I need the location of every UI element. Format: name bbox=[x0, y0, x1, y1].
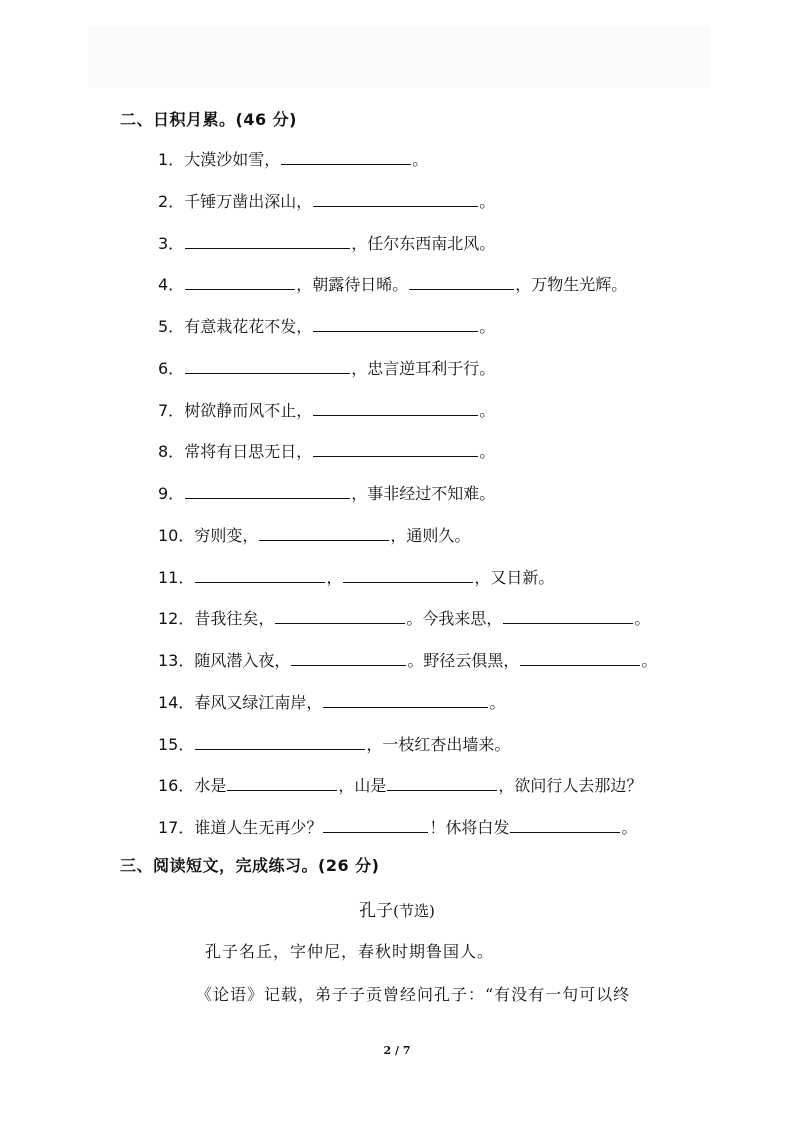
question-number: 2． bbox=[158, 192, 185, 211]
answer-blank[interactable] bbox=[323, 689, 488, 708]
question-number: 11． bbox=[158, 568, 195, 587]
answer-blank[interactable] bbox=[281, 146, 411, 165]
question-2: 2．千锤万凿出深山， 。 bbox=[158, 188, 495, 212]
question-number: 10． bbox=[158, 526, 195, 545]
answer-blank[interactable] bbox=[185, 271, 295, 290]
section-2-title: 二、日积月累。(46 分) bbox=[120, 110, 297, 129]
question-16: 16．水是 ，山是 ，欲问行人去那边？ bbox=[158, 772, 642, 796]
question-number: 8． bbox=[158, 442, 185, 461]
answer-blank[interactable] bbox=[387, 772, 497, 791]
question-4: 4． ，朝露待日晞。 ，万物生光辉。 bbox=[158, 271, 627, 295]
answer-blank[interactable] bbox=[313, 397, 478, 416]
question-8: 8．常将有日思无日， 。 bbox=[158, 438, 495, 462]
question-15: 15． ，一枝红杏出墙来。 bbox=[158, 731, 510, 755]
section-3-title: 三、阅读短文，完成练习。(26 分) bbox=[120, 856, 380, 875]
answer-blank[interactable] bbox=[520, 647, 640, 666]
question-number: 12． bbox=[158, 609, 195, 628]
question-number: 9． bbox=[158, 484, 185, 503]
answer-blank[interactable] bbox=[227, 772, 337, 791]
question-number: 3． bbox=[158, 234, 185, 253]
question-14: 14．春风又绿江南岸， 。 bbox=[158, 689, 505, 713]
answer-blank[interactable] bbox=[313, 188, 478, 207]
question-number: 13． bbox=[158, 651, 195, 670]
question-number: 14． bbox=[158, 693, 195, 712]
answer-blank[interactable] bbox=[409, 271, 514, 290]
question-7: 7．树欲静而风不止， 。 bbox=[158, 397, 495, 421]
page-number: 2 / 7 bbox=[383, 1044, 411, 1057]
question-3: 3． ，任尔东西南北风。 bbox=[158, 230, 495, 254]
question-13: 13．随风潜入夜， 。野径云俱黑， 。 bbox=[158, 647, 657, 671]
question-9: 9． ，事非经过不知难。 bbox=[158, 480, 495, 504]
question-12: 12．昔我往矣， 。今我来思， 。 bbox=[158, 605, 650, 629]
answer-blank[interactable] bbox=[503, 605, 633, 624]
question-6: 6． ，忠言逆耳利于行。 bbox=[158, 355, 495, 379]
question-number: 15． bbox=[158, 735, 195, 754]
answer-blank[interactable] bbox=[343, 564, 473, 583]
answer-blank[interactable] bbox=[259, 522, 389, 541]
answer-blank[interactable] bbox=[313, 313, 478, 332]
question-number: 7． bbox=[158, 401, 185, 420]
question-11: 11． ， ，又日新。 bbox=[158, 564, 554, 588]
answer-blank[interactable] bbox=[313, 438, 478, 457]
question-10: 10．穷则变， ，通则久。 bbox=[158, 522, 470, 546]
header-band bbox=[88, 26, 710, 88]
passage-paragraph-1: 孔子名丘，字仲尼，春秋时期鲁国人。 bbox=[205, 942, 495, 961]
question-number: 5． bbox=[158, 317, 185, 336]
answer-blank[interactable] bbox=[291, 647, 406, 666]
question-number: 6． bbox=[158, 359, 185, 378]
answer-blank[interactable] bbox=[323, 814, 428, 833]
question-1: 1．大漠沙如雪， 。 bbox=[158, 146, 428, 170]
question-number: 4． bbox=[158, 275, 185, 294]
passage-paragraph-2: 《论语》记载，弟子子贡曾经问孔子：“有没有一句可以终 bbox=[196, 985, 631, 1004]
answer-blank[interactable] bbox=[185, 355, 350, 374]
answer-blank[interactable] bbox=[275, 605, 405, 624]
question-number: 16． bbox=[158, 776, 195, 795]
answer-blank[interactable] bbox=[195, 564, 325, 583]
passage-title: 孔子(节选) bbox=[359, 901, 435, 921]
answer-blank[interactable] bbox=[510, 814, 620, 833]
question-number: 17． bbox=[158, 818, 195, 837]
question-5: 5．有意栽花花不发， 。 bbox=[158, 313, 495, 337]
passage-subtitle: (节选) bbox=[393, 902, 435, 920]
question-17: 17．谁道人生无再少？ ！休将白发 。 bbox=[158, 814, 637, 838]
answer-blank[interactable] bbox=[195, 731, 365, 750]
answer-blank[interactable] bbox=[185, 480, 350, 499]
question-number: 1． bbox=[158, 150, 185, 169]
answer-blank[interactable] bbox=[185, 230, 350, 249]
